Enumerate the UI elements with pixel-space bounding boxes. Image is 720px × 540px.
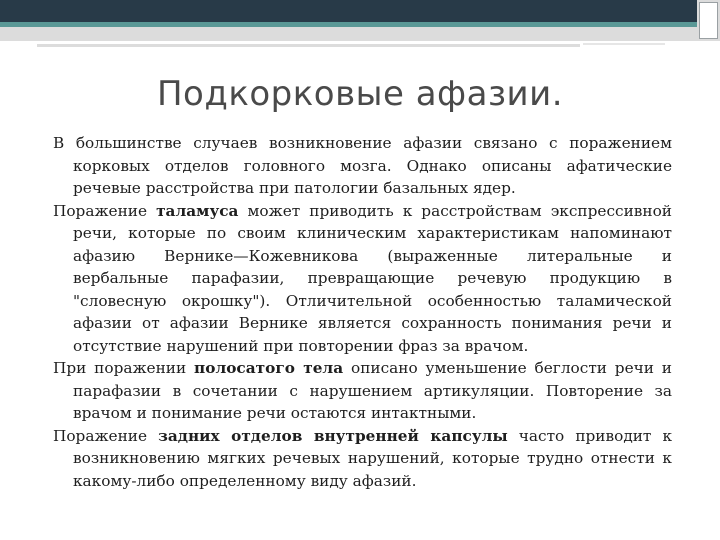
emphasized-term: задних отделов внутренней капсулы — [158, 426, 508, 445]
emphasized-term: полосатого тела — [194, 359, 344, 377]
title-divider — [37, 44, 580, 47]
paragraph-text: описано уменьшение беглости речи и парафазии в сочетании с нарушением артикуляции. Повторение за врачом и понимание речи остаются интактными. — [73, 359, 672, 422]
body-paragraph — [53, 425, 672, 493]
slide-title: Подкорковые афазии. — [156, 74, 564, 114]
paragraph-text: Поражение — [53, 426, 159, 445]
body-paragraph — [53, 200, 672, 358]
body-paragraph — [53, 357, 672, 425]
header-bar-dark — [0, 0, 697, 22]
paragraph-text: Поражение — [53, 201, 157, 220]
title-divider-short — [583, 43, 665, 45]
paragraph-text: В большинстве случаев возникновение афазии связано с поражением корковых отделов головного мозга. Однако описаны афатические речевые расстройства при патологии базальных ядер. — [53, 134, 672, 197]
paragraph-text: может приводить к расстройствам экспрессивной речи, которые по своим клиническим характеристикам напоминают афазию Вернике—Кожевникова (выраженные литеральные и вербальные парафазии, превращающие речевую продукцию в "словесную окрошку"). Отличительной особенностью таламической афазии от афазии Вернике является сохранность понимания речи и отсутствие нарушений при повторении фраз за врачом. — [73, 201, 672, 355]
emphasized-term: таламуса — [156, 201, 239, 220]
slide-body — [53, 132, 672, 492]
paragraph-text: При поражении — [53, 359, 195, 377]
body-paragraph — [53, 132, 672, 200]
paragraph-text: часто приводит к возникновению мягких речевых нарушений, которые трудно отнести к какому-либо определенному виду афазий. — [73, 426, 673, 490]
header-corner-frame — [699, 2, 718, 39]
header-bar-light — [0, 27, 697, 41]
